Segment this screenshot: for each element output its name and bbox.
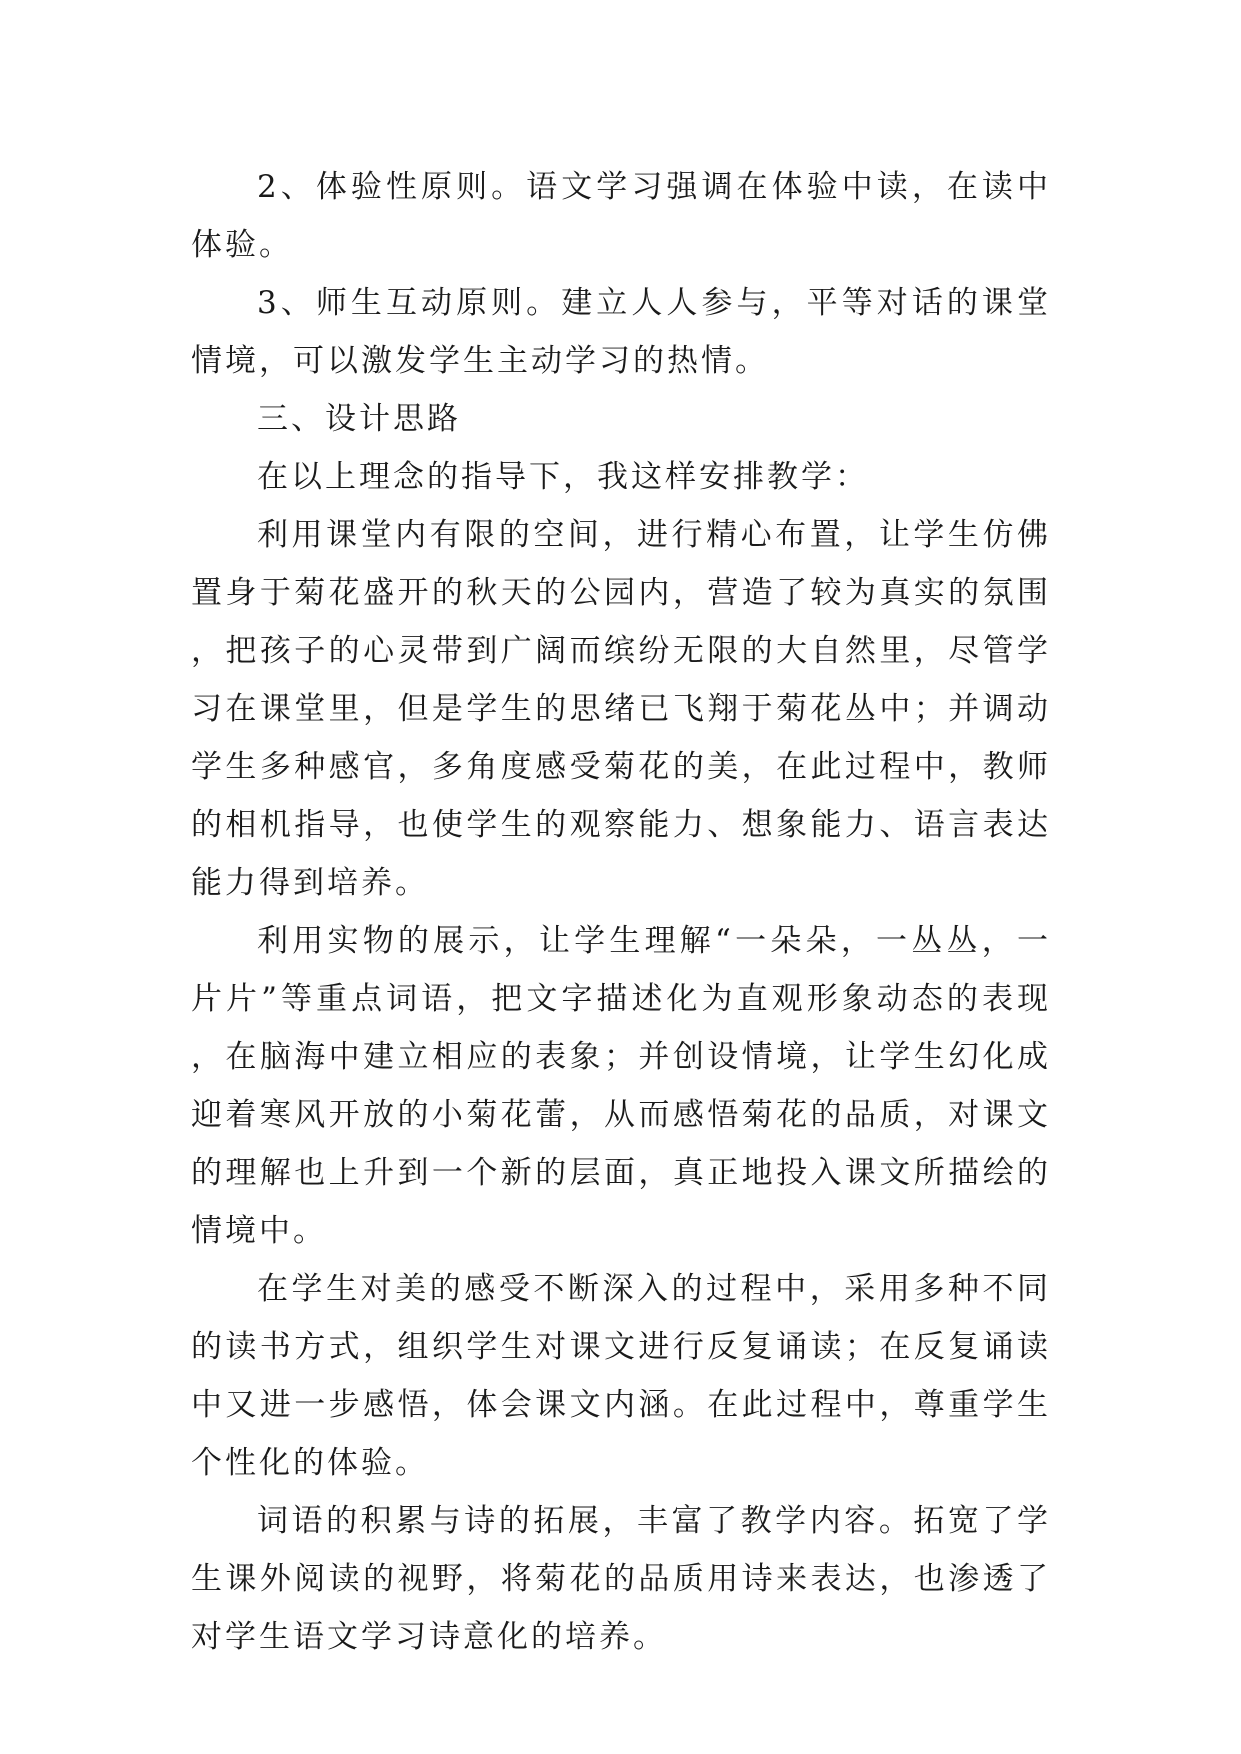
section-heading-design-ideas: 三、设计思路 (257, 401, 461, 437)
paragraph-intro: 在以上理念的指导下，我这样安排教学： (257, 459, 869, 495)
paragraph-principle-experience: 2、体验性原则。语文学习强调在体验中读，在读中体验。 (191, 169, 1051, 263)
document-body (191, 158, 1051, 1666)
paragraph-principle-interaction: 3、师生互动原则。建立人人参与，平等对话的课堂情境，可以激发学生主动学习的热情。 (191, 285, 1051, 379)
paragraph-object-display: 利用实物的展示，让学生理解“一朵朵，一丛丛，一片片”等重点词语，把文字描述化为直观形象动态的表现，在脑海中建立相应的表象；并创设情境，让学生幻化成迎着寒风开放的小菊花蕾，从而感悟菊花的品质，对课文的理解也上升到一个新的层面，真正地投入课文所描绘的情境中。 (191, 923, 1051, 1249)
paragraph-vocabulary-poetry: 词语的积累与诗的拓展，丰富了教学内容。拓宽了学生课外阅读的视野，将菊花的品质用诗来表达，也渗透了对学生语文学习诗意化的培养。 (191, 1503, 1051, 1655)
paragraph-reading-methods: 在学生对美的感受不断深入的过程中，采用多种不同的读书方式，组织学生对课文进行反复诵读；在反复诵读中又进一步感悟，体会课文内涵。在此过程中，尊重学生个性化的体验。 (191, 1271, 1051, 1481)
paragraph-classroom-setup: 利用课堂内有限的空间，进行精心布置，让学生仿佛置身于菊花盛开的秋天的公园内，营造了较为真实的氛围，把孩子的心灵带到广阔而缤纷无限的大自然里，尽管学习在课堂里，但是学生的思绪已飞翔于菊花丛中；并调动学生多种感官，多角度感受菊花的美，在此过程中，教师的相机指导，也使学生的观察能力、想象能力、语言表达能力得到培养。 (191, 517, 1051, 901)
